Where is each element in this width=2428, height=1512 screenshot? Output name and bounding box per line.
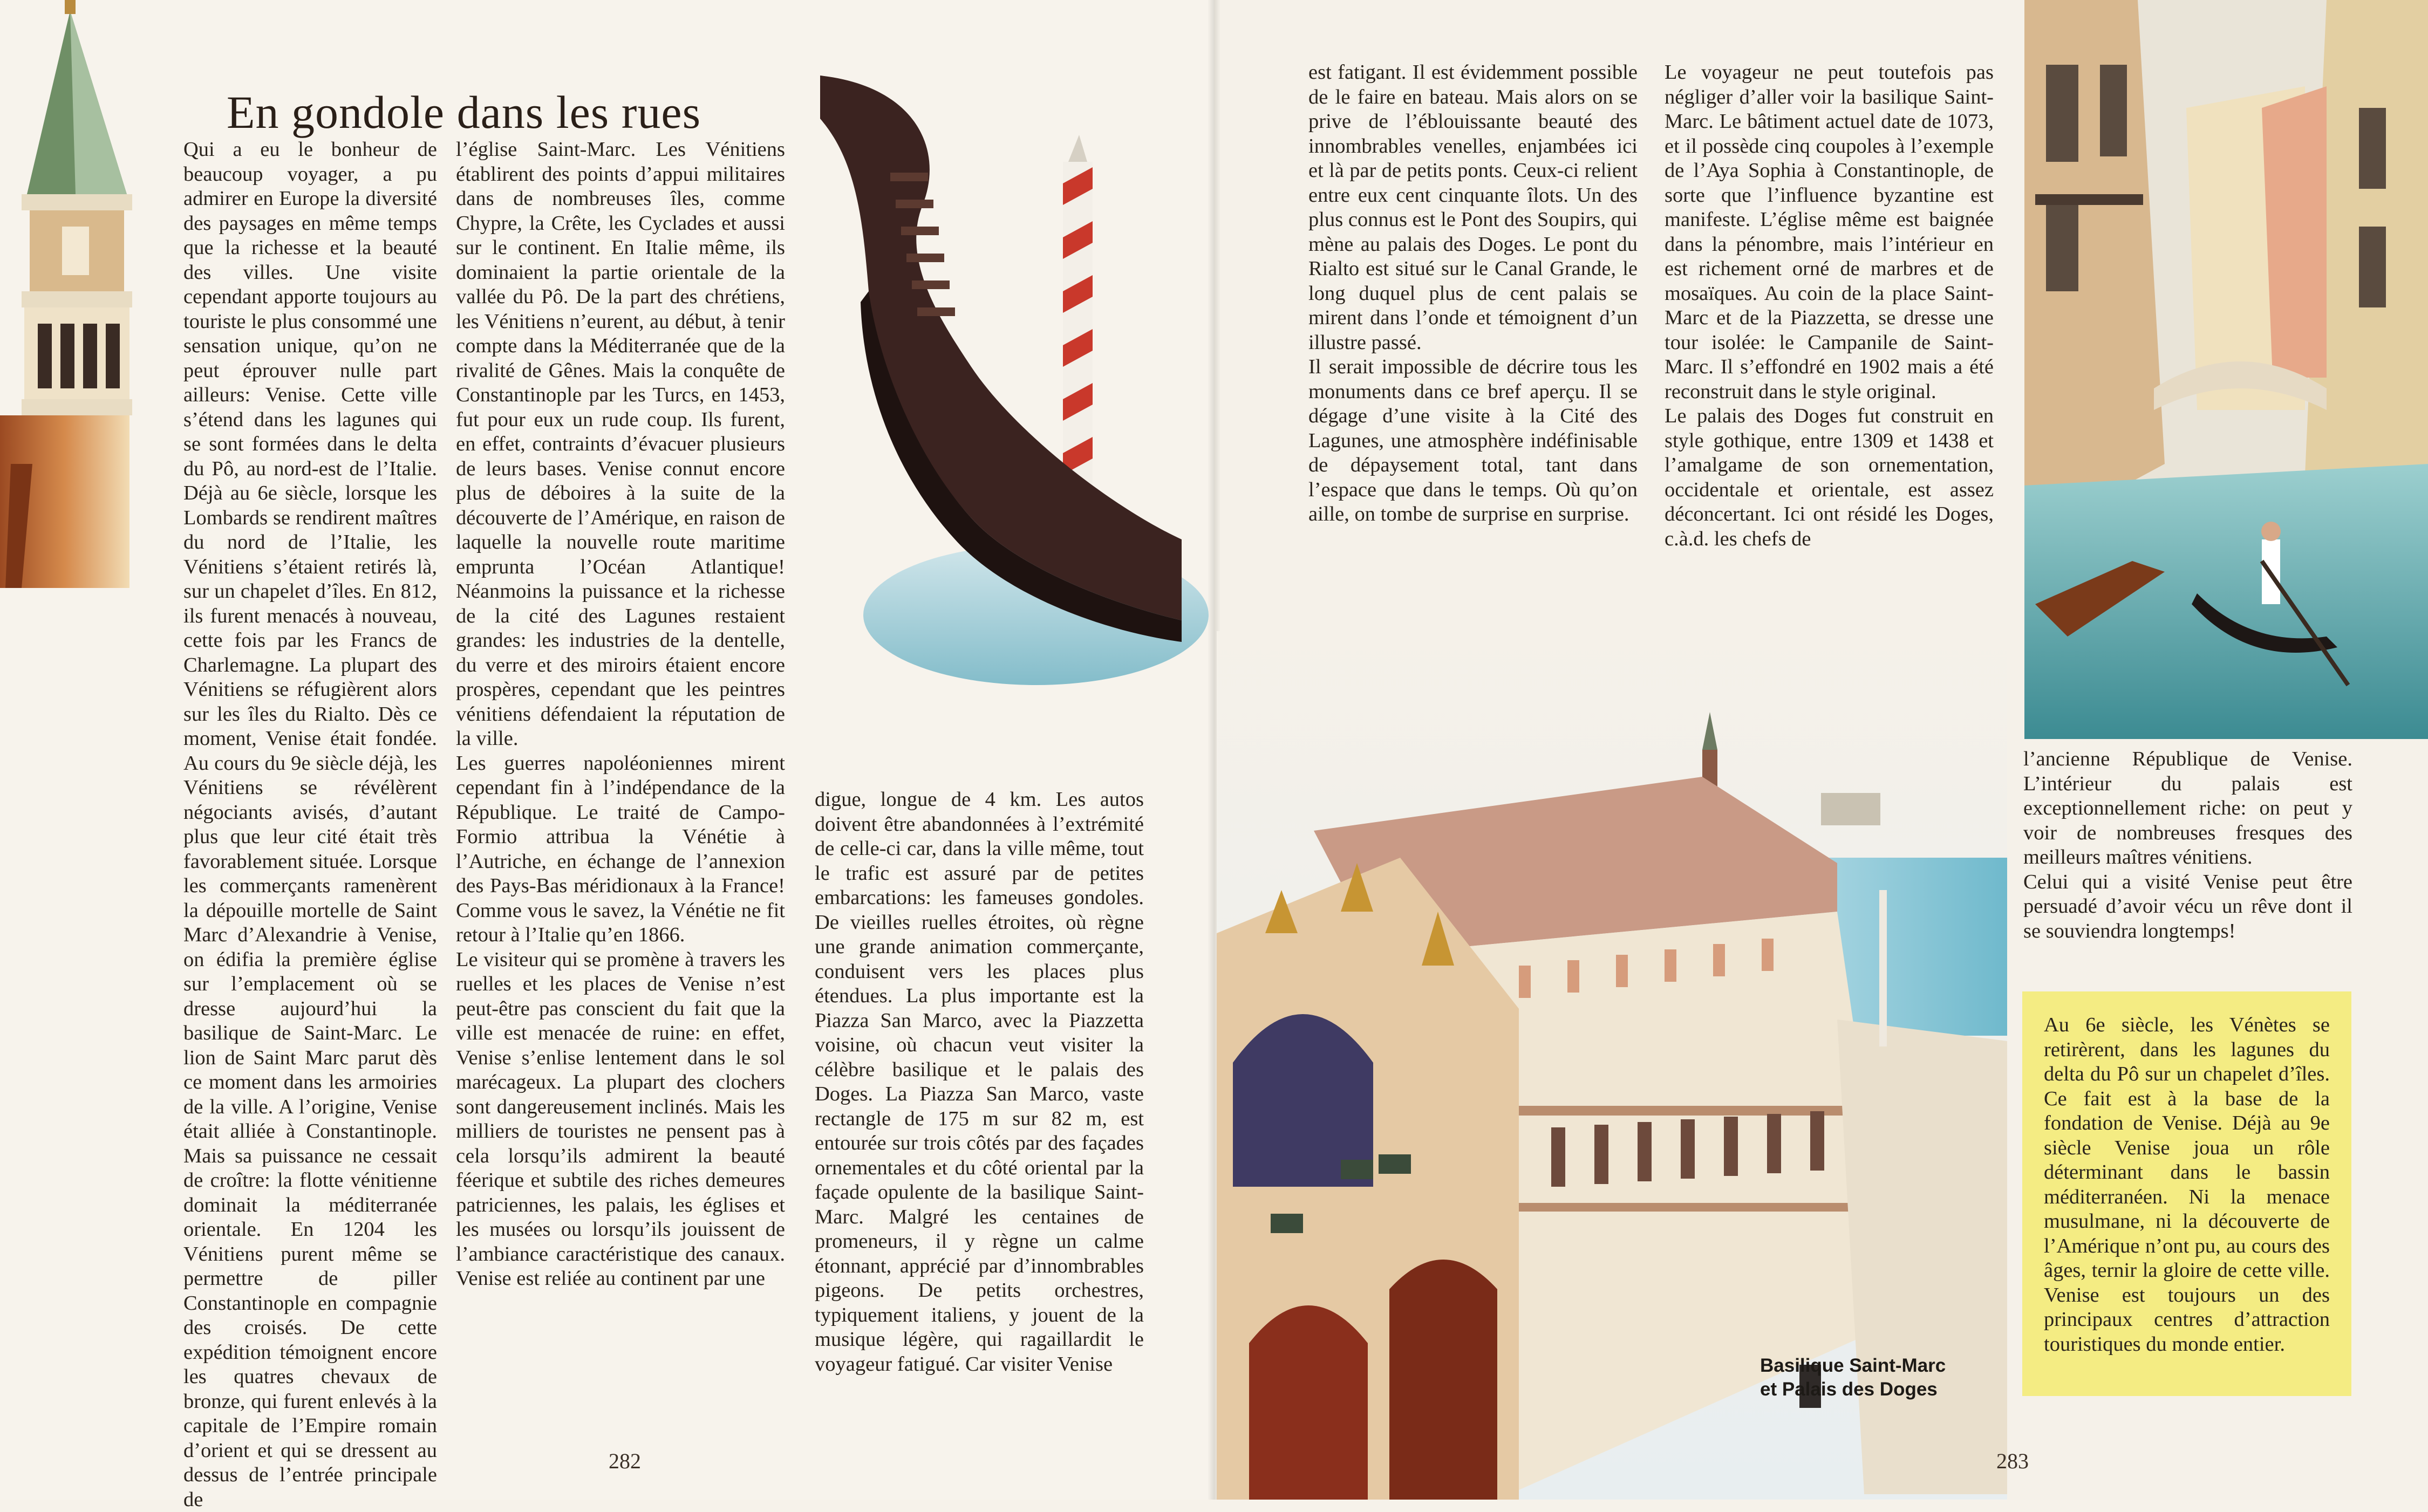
caption-line: et Palais des Doges xyxy=(1760,1379,1938,1400)
text-column-1 xyxy=(183,138,437,1511)
paragraph: Qui a eu le bonheur de beaucoup voyager, a pu admirer en Europe la diversité des paysages en même temps que la richesse et la beauté des villes. Une visite cependant apporte toujours au touriste le plus consommé une sensation unique, qu’on ne peut éprouver nulle part ailleurs: Venise. Cette ville s’étend dans les lagunes qui se sont formées dans le delta du Pô, au nord-est de l’Italie. Déjà au 6e siècle, lorsque les Lombards se rendirent maîtres du nord de l’Italie, les Vénitiens s’étaient retirés là, sur un chapelet d’îles. En 812, ils furent menacés à nouveau, cette fois par les Francs de Charlemagne. La plupart des Vénitiens se réfugièrent alors sur les îles du Rialto. Dès ce moment, Venise était fondée. Au cours du 9e siècle déjà, les Vénitiens se révélèrent négociants avisés, d’autant plus que leur cité était très favorablement située. Lorsque les commerçants ramenèrent la dépouille mortelle de Saint Marc d’Alexandrie à Venise, on édifia la première église sur l’emplacement où se dresse aujourd’hui la basilique de Saint-Marc. Le lion de Saint Marc parut dès ce moment dans les armoiries de la ville. A l’origine, Venise était alliée à Constantinople. Mais sa puissance ne cessait de croître: la flotte vénitienne dominait la méditerranée orientale. En 1204 les Vénitiens purent même se permettre de piller Constantinople en compagnie des croisés. De cette expédition témoignent encore les quatres chevaux de bronze, qui furent enlevés à la capitale de l’Empire romain d’orient et qui se dressent au dessus de l’entrée principale de xyxy=(183,138,437,1511)
paragraph: Le palais des Doges fut construit en style gothique, entre 1309 et 1438 et l’amalgame de son ornementation, occidentale et orientale, est assez déconcertant. Ici ont résidé les Doges, c.à.d. les chefs de xyxy=(1665,405,1994,550)
paragraph: Celui qui a visité Venise peut être persuadé d’avoir vécu un rêve dont il se souviendra longtemps! xyxy=(2023,870,2352,942)
illustration-caption xyxy=(1760,1354,2003,1401)
paragraph: digue, longue de 4 km. Les autos doivent être abandonnées à l’extrémité de celle-ci car, dans la ville même, tout le trafic est assuré par de petites embarcations: les fameuses gondoles. De vieilles ruelles étroites, où règne une grande animation commerçante, conduisent vers les places plus étendues. La plus importante est la Piazza San Marco, avec la Piazzetta voisine, où chacun veut visiter la célèbre basilique et le palais des Doges. La Piazza San Marco, vaste rectangle de 175 m sur 82 m, est entourée sur trois côtés par des façades ornementales et du côté oriental par la façade opulente de la basilique Saint-Marc. Malgré les centaines de promeneurs, il y règne un calme étonnant, apprécié par d’innombrables pigeons. De petits orchestres, typiquement italiens, y jouent de la musique légère, qui ragaillardit le voyageur fatigué. Car visiter Venise xyxy=(815,788,1144,1376)
paragraph: Le voyageur ne peut toutefois pas négliger d’aller voir la basilique Saint-Marc. Le bâtiment actuel date de 1073, et il possède cinq coupoles à l’exemple de l’Aya Sophia à Constantinople, de sorte que l’influence byzantine est manifeste. L’église même est baignée dans la pénombre, mais l’intérieur en est richement orné de marbres et de mosaïques. Au coin de la place Saint-Marc et de la Piazzetta, se dresse une tour isolée: le Campanile de Saint-Marc. Il s’effondré en 1902 mais a été reconstruit dans le style original. xyxy=(1665,61,1994,403)
canal-scene-illustration xyxy=(2024,0,2428,739)
text-column-2 xyxy=(456,138,785,1421)
paragraph: Les guerres napoléoniennes mirent cependant fin à l’indépendance de la République. Le traité de Campo-Formio attribua la Vénétie à l’Autriche, en échange de l’annexion des Pays-Bas méridionaux à la France! Comme vous le savez, la Vénétie ne fit retour à l’Italie qu’en 1866. xyxy=(456,751,785,946)
paragraph: l’église Saint-Marc. Les Vénitiens établirent des points d’appui militaires dans de nombreuses îles, comme Chypre, la Crête, les Cyclades et aussi sur le continent. En Italie même, ils dominaient la partie orientale de la vallée du Pô. De la part des chrétiens, les Vénitiens n’eurent, au début, à tenir compte dans la Méditerranée que de la rivalité de Gênes. Mais la conquête de Constantinople par les Turcs, en 1453, fut pour eux un rude coup. Ils furent, en effet, contraints d’évacuer plusieurs de leurs bases. Venise connut encore plus de déboires à la suite de la découverte de l’Amérique, en raison de laquelle la nouvelle route maritime emprunta l’Océan Atlantique! Néanmoins la puissance et la richesse de la cité des Lagunes restaient grandes: les industries de la dentelle, du verre et des miroirs étaient encore prospères, cependant que les peintres vénitiens défendaient la réputation de la ville. xyxy=(456,138,785,750)
summary-box xyxy=(2022,991,2351,1396)
text-column-3 xyxy=(815,788,1144,1424)
campanile-illustration xyxy=(0,0,173,588)
paragraph: est fatigant. Il est évidemment possible de le faire en bateau. Mais alors on se prive de l’éblouissante beauté des innombrables venelles, enjambées ici et là par de petits ponts. Ceux-ci relient entre eux cent cinquante îlots. Un des plus connus est le Pont des Soupirs, qui mène au palais des Doges. Le pont du Rialto est situé sur le Canal Grande, le long duquel plus de cent palais se mirent dans l’onde et témoignent d’un illustre passé. xyxy=(1308,61,1638,354)
paragraph: Le visiteur qui se promène à travers les ruelles et les places de Venise n’est peut-être pas conscient du fait que la ville est menacée de ruine: en effet, Venise s’enlise lentement dans le sol marécageux. La plupart des clochers sont dangereusement inclinés. Mais les milliers de touristes ne pensent pas à cela lorsqu’ils admirent la beauté féerique et subtile des riches demeures patriciennes, les palais, les églises et les musées ou lorsqu’ils jouissent de l’ambiance caractéristique des canaux. Venise est reliée au continent par une xyxy=(456,948,785,1290)
summary-text: Au 6e siècle, les Vénètes se retirèrent, dans les lagunes du delta du Pô sur un chapelet d’îles. Ce fait est à la base de la fondation de Venise. Déjà au 9e siècle Venise joua un rôle déterminant dans le bassin méditerranéen. Ni la menace musulmane, ni la découverte de l’Amérique n’ont pu, au cours des âges, ternir la gloire de cette ville. Venise est toujours un des principaux centres d’attraction touristiques du monde entier. xyxy=(2044,1014,2330,1356)
page-number-right: 283 xyxy=(1996,1449,2029,1473)
paragraph: l’ancienne République de Venise. L’intérieur du palais est exceptionnellement riche: on peut y voir de nombreuses fresques des meilleurs maîtres vénitiens. xyxy=(2023,748,2352,868)
text-column-6 xyxy=(2023,747,2352,974)
text-column-4 xyxy=(1308,60,1638,600)
page-title: En gondole dans les rues xyxy=(227,86,701,138)
gondola-illustration xyxy=(809,65,1198,685)
page-number-left: 282 xyxy=(609,1449,641,1473)
caption-line: Basilique Saint-Marc xyxy=(1760,1355,1946,1376)
paragraph: Il serait impossible de décrire tous les monuments dans ce bref aperçu. Il se dégage d’une visite à la Cité des Lagunes, une atmosphère indéfinisable de dépaysement total, tant dans l’espace que dans le temps. Où qu’on aille, on tombe de surprise en surprise. xyxy=(1308,355,1638,525)
text-column-5 xyxy=(1665,60,1994,600)
